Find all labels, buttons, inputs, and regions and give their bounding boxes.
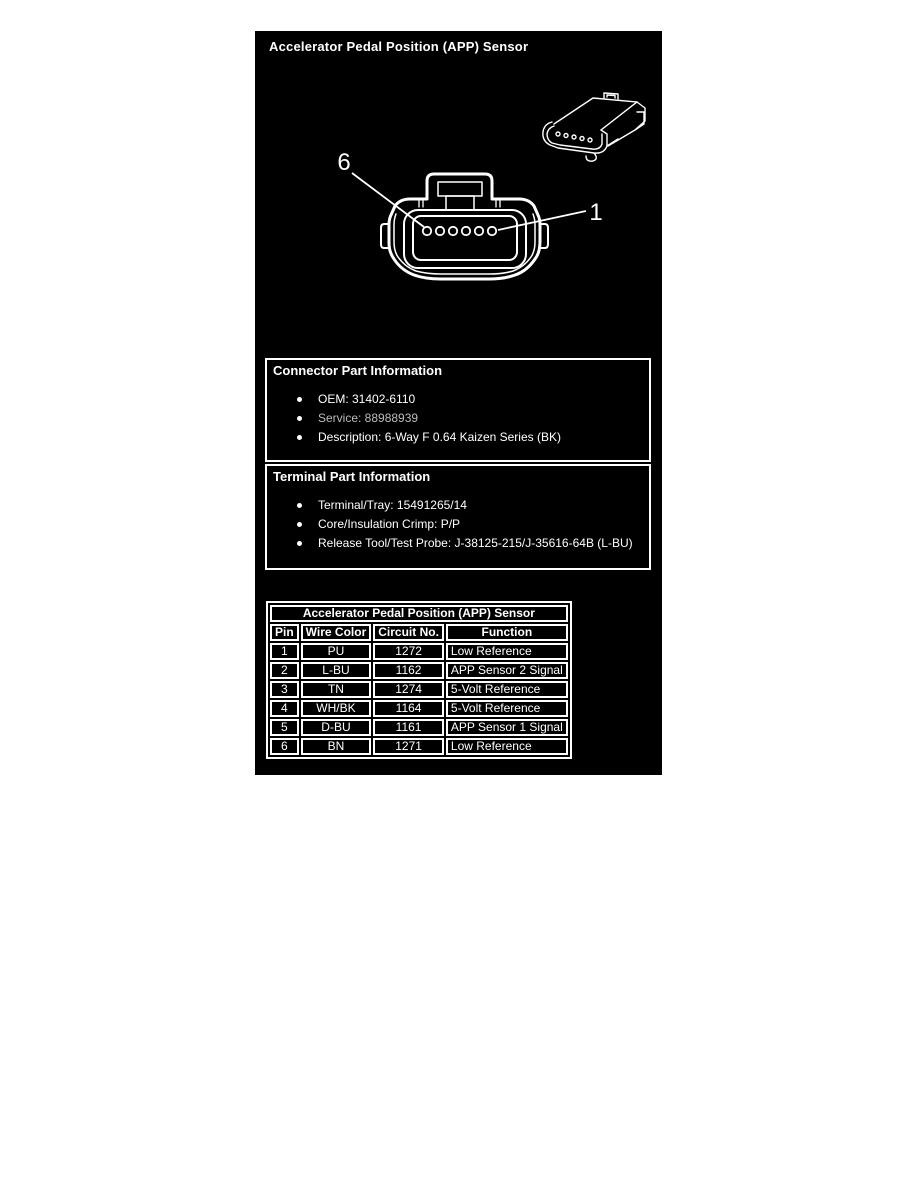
- pin-hole-2: [475, 227, 483, 235]
- list-item-text: Terminal/Tray: 15491265/14: [318, 498, 467, 512]
- pin-hole-4: [449, 227, 457, 235]
- pin-hole-3: [462, 227, 470, 235]
- cell-wire-color: PU: [301, 643, 372, 660]
- terminal-part-info-title: Terminal Part Information: [273, 469, 431, 484]
- iso-pin-hole: [572, 135, 576, 139]
- connector-inner-outline: [394, 214, 535, 274]
- cell-function: 5-Volt Reference: [446, 700, 568, 717]
- pin-table-header-wire-color: Wire Color: [301, 624, 372, 641]
- cell-function: APP Sensor 1 Signal: [446, 719, 568, 736]
- cell-pin: 2: [270, 662, 299, 679]
- list-item-text: Service: 88988939: [318, 411, 419, 425]
- terminal-cavity: [413, 216, 517, 260]
- list-item: [267, 515, 649, 534]
- cell-circuit: 1164: [373, 700, 444, 717]
- pin-table-header-function: Function: [446, 624, 568, 641]
- terminal-part-info-box: [265, 464, 651, 570]
- iso-latch-inner: [607, 95, 615, 98]
- cell-pin: 4: [270, 700, 299, 717]
- pin-hole-6: [423, 227, 431, 235]
- pin-table-header-circuit-no: Circuit No.: [373, 624, 444, 641]
- cell-circuit: 1161: [373, 719, 444, 736]
- connector-front-view-overlay: [320, 140, 620, 300]
- pin-table-title-row: [270, 605, 568, 622]
- list-item-text: Core/Insulation Crimp: P/P: [318, 517, 461, 531]
- list-item: [267, 428, 649, 447]
- pin-1-label: 1: [589, 199, 603, 226]
- cell-pin: 3: [270, 681, 299, 698]
- bullet-dot: [297, 397, 302, 402]
- page-title: Accelerator Pedal Position (APP) Sensor: [269, 39, 529, 54]
- shoulder-ticks: [419, 200, 500, 207]
- cell-wire-color: L-BU: [301, 662, 372, 679]
- table-row: [270, 681, 568, 698]
- iso-top-face: [554, 98, 637, 130]
- list-item: [267, 496, 649, 515]
- list-item: [267, 534, 649, 553]
- bullet-dot: [297, 435, 302, 440]
- cell-circuit: 1274: [373, 681, 444, 698]
- pin-table-header-row: [270, 624, 568, 641]
- list-item: [267, 409, 649, 428]
- cell-pin: 6: [270, 738, 299, 755]
- connector-part-info-list: [267, 390, 649, 447]
- list-item-text: OEM: 31402-6110: [318, 392, 416, 406]
- pin-table: [266, 601, 572, 759]
- list-item-text: Release Tool/Test Probe: J-38125-215/J-35616-64B (L-BU): [318, 536, 633, 550]
- connector-part-info-box: [265, 358, 651, 462]
- pin-hole-5: [436, 227, 444, 235]
- table-row: [270, 700, 568, 717]
- iso-pin-hole: [564, 134, 568, 138]
- table-row: [270, 643, 568, 660]
- content-panel: [255, 31, 662, 775]
- pin-table-title: Accelerator Pedal Position (APP) Sensor: [270, 605, 568, 622]
- cell-function: 5-Volt Reference: [446, 681, 568, 698]
- cell-circuit: 1272: [373, 643, 444, 660]
- cell-pin: 1: [270, 643, 299, 660]
- pin-6-label: 6: [337, 149, 351, 176]
- iso-right-tab: [635, 112, 644, 130]
- iso-latch: [604, 93, 618, 99]
- cell-wire-color: TN: [301, 681, 372, 698]
- pin-hole-1: [488, 227, 496, 235]
- cell-function: Low Reference: [446, 738, 568, 755]
- list-item-text: Description: 6-Way F 0.64 Kaizen Series (BK): [318, 430, 561, 444]
- iso-pin-hole: [556, 132, 560, 136]
- terminal-part-info-list: [267, 496, 649, 553]
- cell-wire-color: BN: [301, 738, 372, 755]
- pin-table-header-pin: Pin: [270, 624, 299, 641]
- bullet-dot: [297, 522, 302, 527]
- table-row: [270, 662, 568, 679]
- cell-wire-color: D-BU: [301, 719, 372, 736]
- list-item: [267, 390, 649, 409]
- cell-wire-color: WH/BK: [301, 700, 372, 717]
- table-row: [270, 719, 568, 736]
- bullet-dot: [297, 503, 302, 508]
- cell-function: Low Reference: [446, 643, 568, 660]
- cell-function: APP Sensor 2 Signal: [446, 662, 568, 679]
- bullet-dot: [297, 541, 302, 546]
- pin-1-leader-line: [498, 211, 586, 230]
- latch-detail-inner: [446, 196, 474, 210]
- cell-pin: 5: [270, 719, 299, 736]
- cell-circuit: 1162: [373, 662, 444, 679]
- bullet-dot: [297, 416, 302, 421]
- table-row: [270, 738, 568, 755]
- cell-circuit: 1271: [373, 738, 444, 755]
- latch-detail-outer: [438, 182, 482, 196]
- connector-part-info-title: Connector Part Information: [273, 363, 443, 378]
